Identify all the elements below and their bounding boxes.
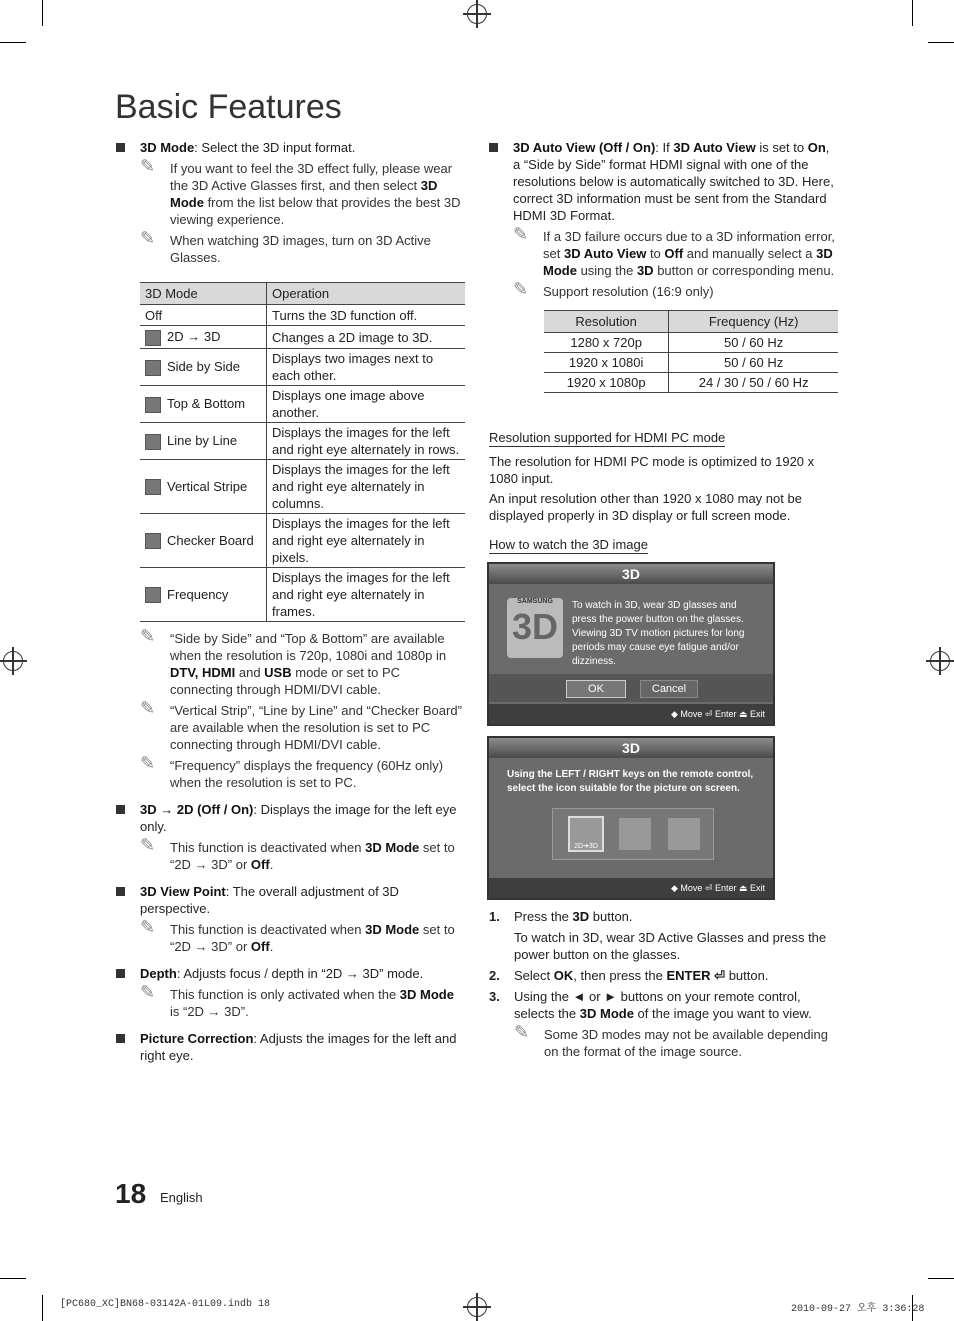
- dialog-title: 3D: [489, 738, 773, 758]
- note-pencil-icon: ✎: [140, 228, 156, 248]
- 2d-to-3d-mode-icon[interactable]: 2D➔3D: [568, 816, 604, 852]
- line-by-line-icon: [145, 434, 161, 450]
- note-pencil-icon: ✎: [140, 698, 156, 718]
- note-pencil-icon: ✎: [513, 224, 529, 244]
- dialog-footer: ◆ Move ⏎ Enter ⏏ Exit: [489, 704, 773, 724]
- pc-mode-section: [489, 429, 834, 560]
- 3d-mode-table: [140, 282, 465, 622]
- crop-mark: [928, 42, 954, 43]
- list-item: 1. Press the 3D button. To watch in 3D, wear 3D Active Glasses and press the power button on the glasses.: [489, 909, 827, 962]
- ok-button[interactable]: OK: [566, 680, 626, 698]
- checker-board-icon: [145, 533, 161, 549]
- note: ✎ “Vertical Strip”, “Line by Line” and “Checker Board” are available when the resolution is set to PC connecting through HDMI/DVI cable.: [140, 698, 462, 752]
- paragraph: The resolution for HDMI PC mode is optimized to 1920 x 1080 input.: [489, 454, 815, 486]
- note: ✎ Some 3D modes may not be available depending on the format of the image source.: [514, 1022, 829, 1059]
- table-row: Line by Line Displays the images for the left and right eye alternately in rows.: [140, 423, 465, 460]
- paragraph: An input resolution other than 1920 x 1080 may not be displayed properly in 3D display or full screen mode.: [489, 491, 802, 523]
- table-header: Resolution: [544, 311, 669, 333]
- frequency-icon: [145, 587, 161, 603]
- bullet-3d-auto-view: 3D Auto View (Off / On): If 3D Auto View is set to On, a “Side by Side” format HDMI signal with one of the resolutions below is automatically switched to 3D. Here, correct 3D information must be sent from the Standard HDMI 3D Format. ✎ If a 3D failure occurs due to a 3D information error, set 3D Auto View to Off and manually select a 3D Mode using the 3D button or corresponding menu. ✎ Support resolution (16:9 only): [489, 139, 839, 300]
- registration-mark-icon: [3, 651, 23, 671]
- table-header: Frequency (Hz): [669, 311, 838, 333]
- registration-mark-icon: [467, 1297, 487, 1317]
- top-bottom-mode-icon[interactable]: [668, 818, 700, 850]
- vertical-stripe-icon: [145, 479, 161, 495]
- side-by-side-icon: [145, 360, 161, 376]
- crop-mark: [0, 42, 26, 43]
- table-row: 1920 x 1080i 50 / 60 Hz: [544, 353, 838, 373]
- dialog-message: Using the LEFT / RIGHT keys on the remote control, select the icon suitable for the picture on screen.: [507, 769, 754, 794]
- mode-icon-strip: [552, 808, 714, 860]
- note-pencil-icon: ✎: [140, 835, 156, 855]
- crop-mark: [0, 1278, 26, 1279]
- note: ✎ This function is only activated when the 3D Mode is “2D → 3D”.: [140, 982, 454, 1019]
- note-pencil-icon: ✎: [140, 917, 156, 937]
- dialog-message: To watch in 3D, wear 3D glasses and press the power button on the glasses. Viewing 3D TV motion pictures for long periods may cause eye fatigue and/or dizziness.: [572, 600, 745, 667]
- note: ✎ When watching 3D images, turn on 3D Active Glasses.: [140, 228, 431, 265]
- 3d-mode-selector: [487, 736, 775, 900]
- page-number: 18: [115, 1178, 147, 1209]
- list-item: 3. Using the ◄ or ► buttons on your remote control, selects the 3D Mode of the image you want to view. ✎ Some 3D modes may not be available depending on the format of the image source.: [489, 988, 834, 1060]
- enter-icon: ⏎: [714, 968, 726, 983]
- section-heading: Resolution supported for HDMI PC mode: [489, 430, 726, 445]
- left-column: [116, 139, 466, 1070]
- list-item: 2. Select OK, then press the ENTER ⏎ button.: [489, 968, 769, 983]
- steps-list: [489, 908, 834, 1064]
- note: ✎ This function is deactivated when 3D Mode set to “2D → 3D” or Off.: [140, 917, 455, 954]
- note-pencil-icon: ✎: [514, 1022, 530, 1042]
- side-by-side-mode-icon[interactable]: [619, 818, 651, 850]
- table-row: Checker Board Displays the images for the left and right eye alternately in pixels.: [140, 514, 465, 568]
- crop-mark: [42, 0, 43, 26]
- note: ✎ Support resolution (16:9 only): [513, 279, 714, 299]
- registration-mark-icon: [467, 4, 487, 24]
- 3d-confirm-dialog: [487, 562, 775, 726]
- note: ✎ This function is deactivated when 3D Mode set to “2D → 3D” or Off.: [140, 835, 455, 872]
- note-pencil-icon: ✎: [513, 279, 529, 299]
- section-heading: How to watch the 3D image: [489, 537, 648, 552]
- 2d-to-3d-icon: [145, 330, 161, 346]
- crop-mark: [912, 0, 913, 26]
- crop-mark: [928, 1278, 954, 1279]
- note: ✎ If a 3D failure occurs due to a 3D information error, set 3D Auto View to Off and manually select a 3D Mode using the 3D button or corresponding menu.: [513, 224, 835, 278]
- table-row: Vertical Stripe Displays the images for the left and right eye alternately in columns.: [140, 460, 465, 514]
- resolution-table: [544, 310, 838, 393]
- bullet-3d-to-2d: 3D → 2D (Off / On): Displays the image for the left eye only. ✎ This function is deactivated when 3D Mode set to “2D → 3D” or Off.: [116, 801, 466, 873]
- registration-mark-icon: [930, 651, 950, 671]
- table-row: 1920 x 1080p 24 / 30 / 50 / 60 Hz: [544, 373, 838, 393]
- table-row: Top & Bottom Displays one image above another.: [140, 386, 465, 423]
- table-header: 3D Mode: [140, 283, 267, 305]
- table-row: 2D → 3D Changes a 2D image to 3D.: [140, 326, 465, 349]
- page-title: Basic Features: [115, 88, 342, 126]
- cancel-button[interactable]: Cancel: [640, 680, 698, 698]
- table-row: Frequency Displays the images for the left and right eye alternately in frames.: [140, 568, 465, 622]
- note-pencil-icon: ✎: [140, 753, 156, 773]
- right-column: [489, 139, 839, 393]
- table-row: Side by Side Displays two images next to each other.: [140, 349, 465, 386]
- table-header: Operation: [267, 283, 466, 305]
- bullet-picture-correction: Picture Correction: Adjusts the images for the left and right eye.: [116, 1030, 466, 1064]
- note: ✎ “Side by Side” and “Top & Bottom” are available when the resolution is 720p, 1080i and 1080p in DTV, HDMI and USB mode or set to PC connecting through HDMI/DVI cable.: [140, 626, 447, 697]
- crop-mark: [42, 1295, 43, 1321]
- table-row: 1280 x 720p 50 / 60 Hz: [544, 333, 838, 353]
- note: ✎ If you want to feel the 3D effect fully, please wear the 3D Active Glasses first, and then select 3D Mode from the list below that provides the best 3D viewing experience.: [140, 156, 461, 227]
- note-pencil-icon: ✎: [140, 156, 156, 176]
- bullet-3d-view-point: 3D View Point: The overall adjustment of 3D perspective. ✎ This function is deactivated when 3D Mode set to “2D → 3D” or Off.: [116, 883, 466, 955]
- bullet-depth: Depth: Adjusts focus / depth in “2D → 3D” mode. ✎ This function is only activated when the 3D Mode is “2D → 3D”.: [116, 965, 466, 1020]
- note-pencil-icon: ✎: [140, 626, 156, 646]
- top-bottom-icon: [145, 397, 161, 413]
- note-pencil-icon: ✎: [140, 982, 156, 1002]
- note: ✎ “Frequency” displays the frequency (60Hz only) when the resolution is set to PC.: [140, 753, 444, 790]
- print-footer-left: [PC680_XC]BN68-03142A-01L09.indb 18: [60, 1299, 271, 1310]
- bullet-3d-mode: 3D Mode: Select the 3D input format. ✎ If you want to feel the 3D effect fully, please wear the 3D Active Glasses first, and then select 3D Mode from the list below that provides the best 3D viewing experience. ✎ When watching 3D images, turn on 3D Active Glasses.: [116, 139, 466, 266]
- table-row: Off Turns the 3D function off.: [140, 305, 465, 326]
- print-footer-right: 2010-09-27 오후 3:36:28: [791, 1304, 925, 1315]
- page-language: English: [160, 1190, 203, 1205]
- 3d-logo-icon: SAMSUNG 3D: [507, 598, 563, 658]
- dialog-footer: ◆ Move ⏎ Enter ⏏ Exit: [489, 878, 773, 898]
- dialog-title: 3D: [489, 564, 773, 584]
